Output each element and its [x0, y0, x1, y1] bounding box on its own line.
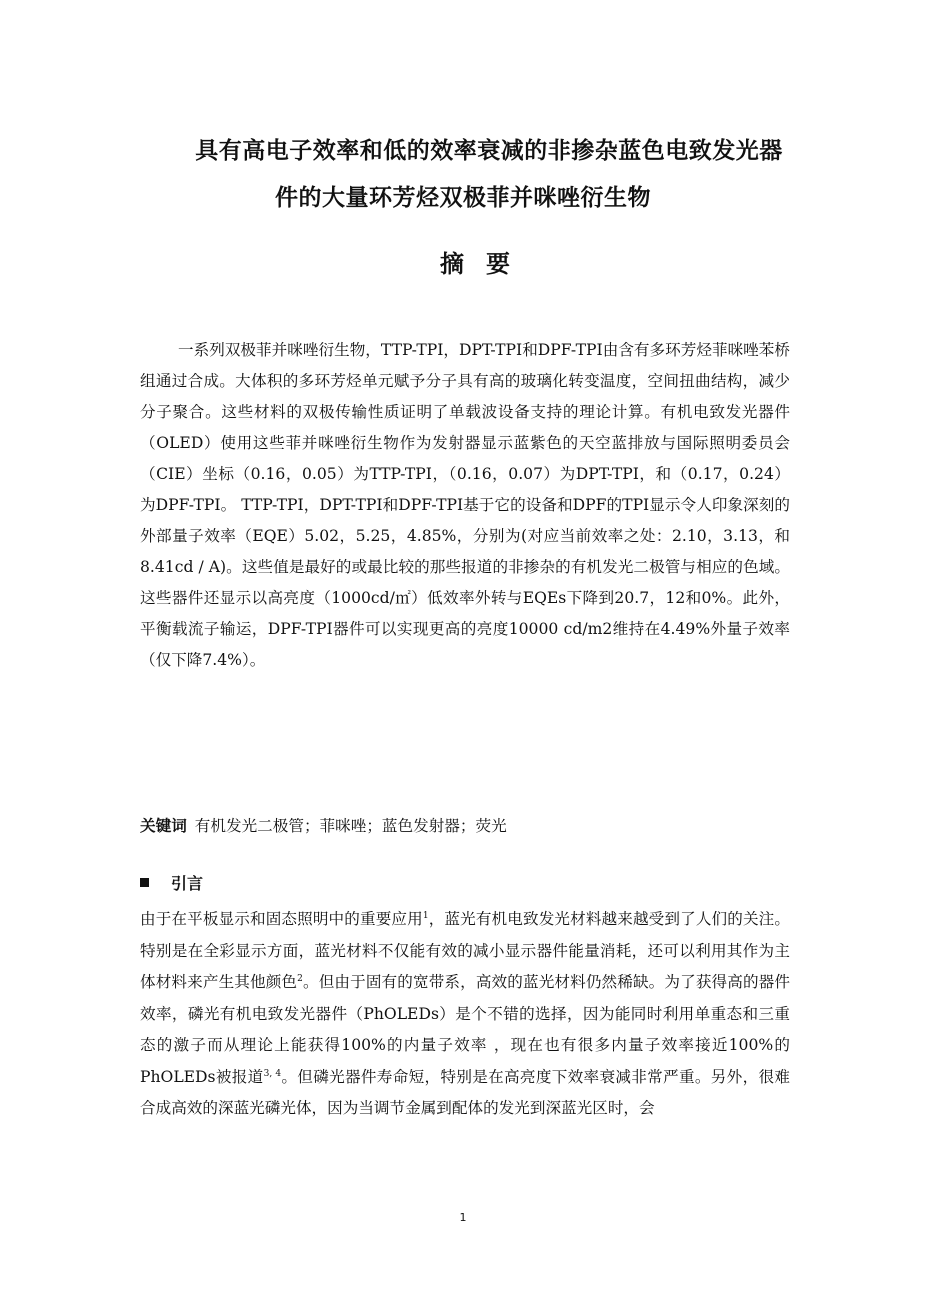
intro-text-part-3: 。但由于固有的宽带系，高效的蓝光材料仍然稀缺。为了获得高的器件效率，磷光有机电致发光器件（PhOLEDs）是个不错的选择，因为能同时利用单重态和三重态的激子而从理论上能获得100%的内量子效率 ，现在也有很多内量子效率接近100%的PhOLEDs被报道: [140, 973, 790, 1086]
abstract-heading: 摘要: [440, 250, 532, 278]
document-title-line-1: 具有高电子效率和低的效率衰减的非掺杂蓝色电致发光器: [195, 138, 783, 164]
intro-text-part-4: 。但磷光器件寿命短，特别是在高亮度下效率衰减非常严重。另外，很难合成高效的深蓝光磷光体，因为当调节金属到配体的发光到深蓝光区时，会: [140, 1067, 790, 1117]
square-bullet-icon: [140, 878, 149, 887]
introduction-paragraph: [140, 904, 790, 1125]
keywords-line: [140, 813, 790, 839]
abstract-paragraph: 一系列双极菲并咪唑衍生物，TTP-TPI，DPT-TPI和DPF-TPI由含有多环芳烃菲咪唑苯桥组通过合成。大体积的多环芳烃单元赋予分子具有高的玻璃化转变温度，空间扭曲结构，减少分子聚合。这些材料的双极传输性质证明了单载波设备支持的理论计算。有机电致发光器件（OLED）使用这些菲并咪唑衍生物作为发射器显示蓝紫色的天空蓝排放与国际照明委员会（CIE）坐标（0.16，0.05）为TTP-TPI，（0.16，0.07）为DPT-TPI，和（0.17，0.24）为DPF-TPI。 TTP-TPI，DPT-TPI和DPF-TPI基于它的设备和DPF的TPI显示令人印象深刻的外部量子效率（EQE）5.02，5.25，4.85%，分别为(对应当前效率之处：2.10，3.13，和8.41cd / A)。这些值是最好的或最比较的那些报道的非掺杂的有机发光二极管与相应的色域。这些器件还显示以高亮度（1000cd/㎡）低效率外转与EQEs下降到20.7，12和0%。此外，平衡载流子输运，DPF-TPI器件可以实现更高的亮度10000 cd/m2维持在4.49%外量子效率（仅下降7.4%）。: [140, 341, 790, 669]
page-number: 1: [459, 1211, 467, 1224]
intro-text-part-1: 由于在平板显示和固态照明中的重要应用: [140, 910, 423, 928]
citation-ref-1: 1: [422, 910, 429, 921]
citation-ref-3-4: 3, 4: [263, 1068, 282, 1079]
document-title-line-2: 件的大量环芳烃双极菲并咪唑衍生物: [275, 185, 651, 211]
citation-ref-2: 2: [297, 973, 303, 984]
keywords-text: 有机发光二极管；菲咪唑；蓝色发射器；荧光: [194, 817, 507, 835]
intro-text-part-2: ，蓝光有机电致发光材料越来越受到了人们的关注。特别是在全彩显示方面，蓝光材料不仅能有效的减小显示器件能量消耗，还可以利用其作为主体材料来产生其他颜色: [140, 910, 790, 991]
section-heading-introduction: [140, 872, 203, 896]
section-heading-label: 引言: [171, 874, 204, 893]
keywords-label: 关键词: [140, 817, 187, 835]
